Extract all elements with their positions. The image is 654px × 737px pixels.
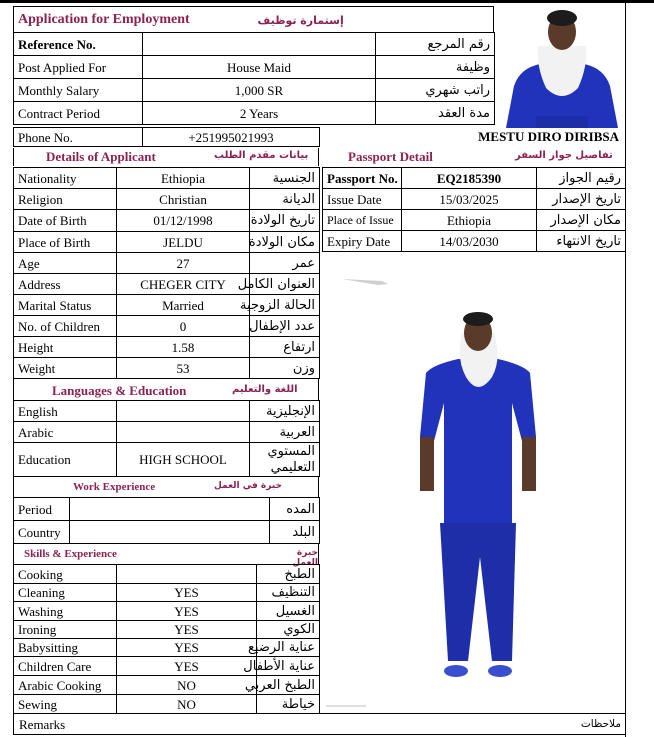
skill-row xyxy=(14,602,320,621)
value: JELDU xyxy=(117,232,250,253)
details-title: Details of Applicant xyxy=(46,149,156,164)
label-ar: المده xyxy=(270,498,320,521)
value xyxy=(70,498,270,521)
label-ar: الكوي xyxy=(257,621,320,639)
detail-row xyxy=(14,232,320,253)
top-border xyxy=(0,0,654,3)
label: English xyxy=(14,401,117,422)
value xyxy=(117,422,250,443)
label-ar: الإنجليزية xyxy=(250,401,320,422)
label: Address xyxy=(14,274,117,295)
label-ar: الطبخ xyxy=(257,565,320,584)
label-ar: رقم المرجع xyxy=(376,33,495,56)
label: Children Care xyxy=(14,657,117,676)
label-ar: الجنسية xyxy=(250,168,320,189)
label: Cleaning xyxy=(14,584,117,602)
row-reference xyxy=(14,33,495,56)
label-ar: مكان الولادة xyxy=(250,232,320,253)
label: Expiry Date xyxy=(323,231,402,252)
phone-value: +251995021993 xyxy=(143,128,320,147)
value: YES xyxy=(117,584,257,602)
passport-row xyxy=(323,168,626,189)
languages-table xyxy=(13,400,320,477)
label-ar: التنظيف xyxy=(257,584,320,602)
passport-table xyxy=(322,167,626,252)
detail-row xyxy=(14,210,320,232)
passport-row xyxy=(323,189,626,210)
value: Christian xyxy=(117,189,250,210)
skill-row xyxy=(14,621,320,639)
value: HIGH SCHOOL xyxy=(117,443,250,477)
languages-header xyxy=(13,379,319,400)
work-title: Work Experience xyxy=(73,481,156,493)
skill-row xyxy=(14,695,320,714)
right-border xyxy=(625,0,626,737)
skill-row xyxy=(14,657,320,676)
label-ar: مدة العقد xyxy=(376,102,495,125)
value: Ethiopia xyxy=(117,168,250,189)
label: Babysitting xyxy=(14,639,117,657)
value: 15/03/2025 xyxy=(402,189,537,210)
details-table xyxy=(13,167,320,379)
value: NO xyxy=(117,676,257,695)
work-title-ar: خبرة في العمل xyxy=(214,481,282,491)
title-arabic: إستمارة توظيف xyxy=(257,14,344,27)
label: Place of Issue xyxy=(323,210,402,231)
label: Monthly Salary xyxy=(14,79,143,102)
label: Height xyxy=(14,337,117,358)
label: Contract Period xyxy=(14,102,143,125)
label-ar: الديانة xyxy=(250,189,320,210)
label: Post Applied For xyxy=(14,56,143,79)
value: YES xyxy=(117,621,257,639)
skills-table xyxy=(13,564,320,714)
value: Ethiopia xyxy=(402,210,537,231)
label-ar: الغسيل xyxy=(257,602,320,621)
skill-row xyxy=(14,584,320,602)
work-header xyxy=(13,476,319,497)
passport-header xyxy=(320,148,625,166)
detail-row xyxy=(14,337,320,358)
value: House Maid xyxy=(143,56,376,79)
language-row xyxy=(14,401,320,422)
languages-title: Languages & Education xyxy=(52,383,187,398)
passport-title: Passport Detail xyxy=(348,149,433,164)
full-body-photo xyxy=(322,253,625,713)
detail-row xyxy=(14,358,320,379)
label-ar: ارتفاع xyxy=(250,337,320,358)
label: Sewing xyxy=(14,695,117,714)
label: Reference No. xyxy=(14,33,143,56)
passport-title-ar: تفاصيل جواز السفر xyxy=(515,150,613,161)
value: 27 xyxy=(117,253,250,274)
value: NO xyxy=(117,695,257,714)
passport-row xyxy=(323,210,626,231)
label-ar: تاريخ الانتهاء xyxy=(537,231,626,252)
label-ar: البلد xyxy=(270,521,320,544)
value: 1,000 SR xyxy=(143,79,376,102)
value: YES xyxy=(117,657,257,676)
label: Education xyxy=(14,443,117,477)
label-ar: عدد الإطفال xyxy=(250,316,320,337)
label-ar: خياطة xyxy=(257,695,320,714)
value xyxy=(117,565,257,584)
label: Arabic Cooking xyxy=(14,676,117,695)
row-salary xyxy=(14,79,495,102)
value: 2 Years xyxy=(143,102,376,125)
detail-row xyxy=(14,168,320,189)
detail-row xyxy=(14,253,320,274)
label: Country xyxy=(14,521,70,544)
work-row xyxy=(14,521,320,544)
label: Ironing xyxy=(14,621,117,639)
label: Age xyxy=(14,253,117,274)
label: Religion xyxy=(14,189,117,210)
phone-label: Phone No. xyxy=(14,128,143,147)
applicant-name: MESTU DIRO DIRIBSA xyxy=(478,129,619,144)
detail-row xyxy=(14,189,320,210)
work-table xyxy=(13,497,320,544)
label: Washing xyxy=(14,602,117,621)
phone-table xyxy=(13,127,320,147)
remarks-label: Remarks xyxy=(19,717,66,732)
value: 14/03/2030 xyxy=(402,231,537,252)
skill-row xyxy=(14,676,320,695)
skills-title: Skills & Experience xyxy=(24,548,117,560)
row-contract xyxy=(14,102,495,125)
label-ar: عمر xyxy=(250,253,320,274)
detail-row xyxy=(14,316,320,337)
value: 01/12/1998 xyxy=(117,210,250,232)
portrait-image xyxy=(500,6,624,128)
label: Weight xyxy=(14,358,117,379)
work-row xyxy=(14,498,320,521)
value: CHEGER CITY xyxy=(117,274,250,295)
label: Arabic xyxy=(14,422,117,443)
label: Cooking xyxy=(14,565,117,584)
details-title-ar: بيانات مقدم الطلب xyxy=(214,150,309,161)
label: Marital Status xyxy=(14,295,117,316)
label-ar: رقيم الجواز xyxy=(537,168,626,189)
label-ar: العنوان الكامل xyxy=(250,274,320,295)
value: YES xyxy=(117,602,257,621)
value xyxy=(117,401,250,422)
language-row xyxy=(14,443,320,477)
value: Married xyxy=(117,295,250,316)
value xyxy=(143,33,376,56)
detail-row xyxy=(14,295,320,316)
label-ar: تاريخ الولادة xyxy=(250,210,320,232)
passport-row xyxy=(323,231,626,252)
label-ar: عناية الرضيع xyxy=(257,639,320,657)
details-header xyxy=(13,148,319,166)
skills-header xyxy=(13,543,319,568)
label-ar: عناية الأطفال xyxy=(257,657,320,676)
label: Issue Date xyxy=(323,189,402,210)
label-ar: تاريخ الإصدار xyxy=(537,189,626,210)
value: 1.58 xyxy=(117,337,250,358)
label-ar: الحالة الزوجية xyxy=(250,295,320,316)
skill-row xyxy=(14,639,320,657)
value: 0 xyxy=(117,316,250,337)
language-row xyxy=(14,422,320,443)
detail-row xyxy=(14,274,320,295)
label-ar: وظيفة xyxy=(376,56,495,79)
languages-title-ar: اللغة والتعليم xyxy=(232,384,298,395)
label: Passport No. xyxy=(323,168,402,189)
remarks-label-ar: ملاحظات xyxy=(580,718,621,730)
remarks-row xyxy=(13,713,626,735)
label-ar: الطبخ العربي xyxy=(257,676,320,695)
label: No. of Children xyxy=(14,316,117,337)
label: Nationality xyxy=(14,168,117,189)
title-table xyxy=(13,6,494,33)
label: Place of Birth xyxy=(14,232,117,253)
top-info-table xyxy=(13,32,495,125)
value: 53 xyxy=(117,358,250,379)
row-post xyxy=(14,56,495,79)
skill-row xyxy=(14,565,320,584)
full-body-image xyxy=(322,253,625,713)
label-ar: المستوي التعليمي xyxy=(250,443,320,477)
value: YES xyxy=(117,639,257,657)
title-english: Application for Employment xyxy=(18,12,190,27)
label-ar: وزن xyxy=(250,358,320,379)
skills-title-ar: خبرة العمل xyxy=(292,548,318,568)
value xyxy=(70,521,270,544)
label-ar: العربية xyxy=(250,422,320,443)
label: Date of Birth xyxy=(14,210,117,232)
value: EQ2185390 xyxy=(402,168,537,189)
label: Period xyxy=(14,498,70,521)
label-ar: مكان الإصدار xyxy=(537,210,626,231)
label-ar: راتب شهري xyxy=(376,79,495,102)
portrait-photo xyxy=(500,6,624,128)
